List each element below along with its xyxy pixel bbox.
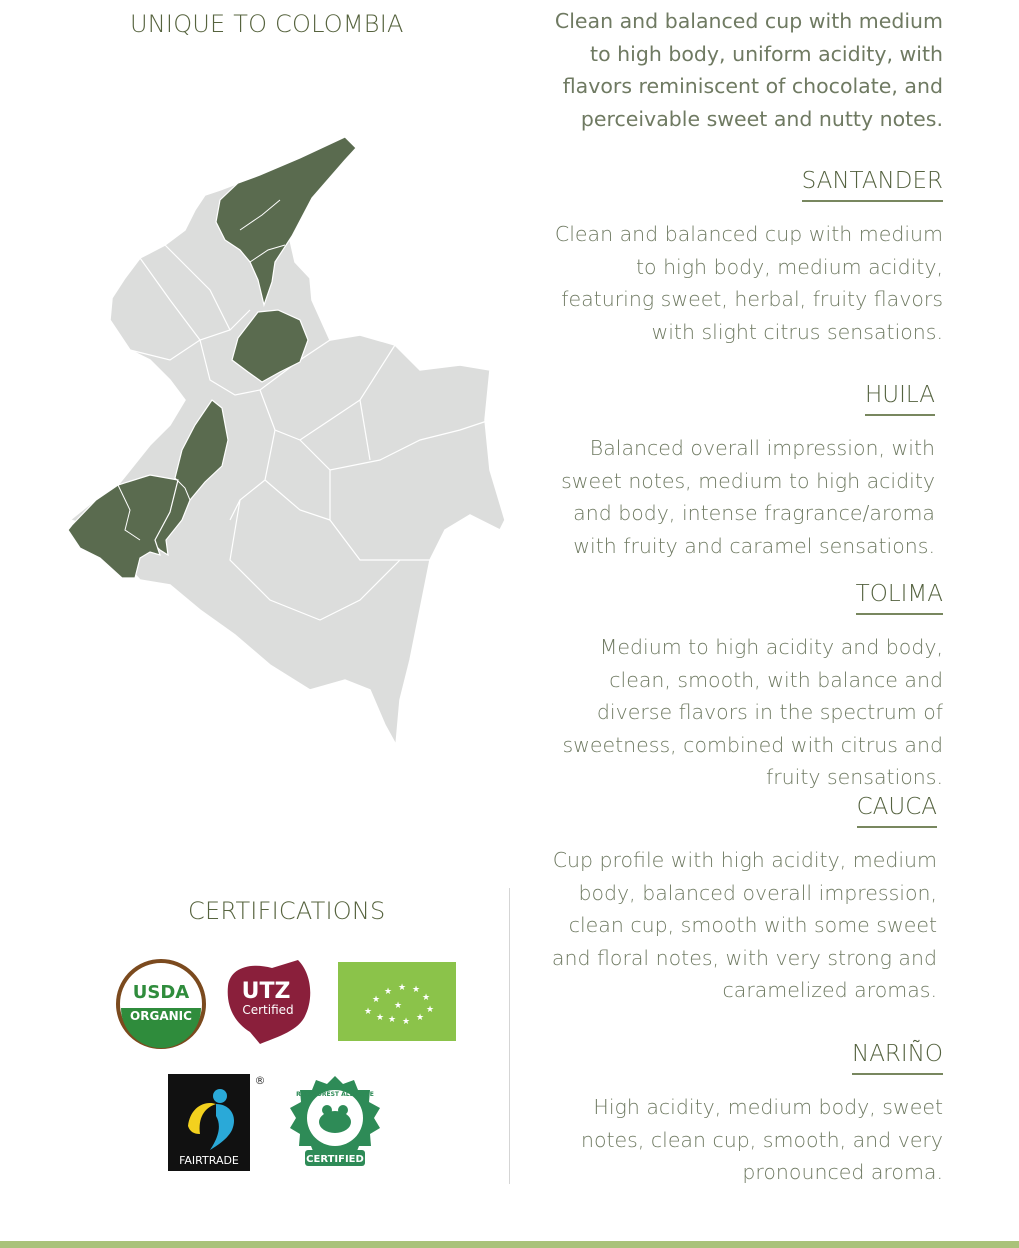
fairtrade-registered-mark: ® bbox=[254, 1074, 266, 1087]
region-huila bbox=[561, 382, 935, 562]
region-title: HUILA bbox=[865, 382, 935, 416]
utz-top-text: UTZ bbox=[241, 979, 291, 1004]
svg-text:★: ★ bbox=[363, 1007, 373, 1017]
svg-text:★: ★ bbox=[397, 983, 407, 993]
svg-text:★: ★ bbox=[393, 1001, 403, 1011]
svg-text:★: ★ bbox=[401, 1017, 411, 1027]
region-description: Medium to high acidity and body, clean, smooth, with balance and diverse flavors in the spectrum of sweetness, combined with citrus and fruity sensations. bbox=[562, 635, 943, 790]
region-description: Balanced overall impression, with sweet notes, medium to high acidity and body, intense fragrance/aroma with fruity and caramel sensations. bbox=[561, 436, 935, 558]
region-title: SANTANDER bbox=[802, 168, 943, 202]
region-description: Cup profile with high acidity, medium body, balanced overall impression, clean cup, smooth with some sweet and floral notes, with very strong and caramelized aromas. bbox=[551, 848, 937, 1003]
rainforest-alliance-logo bbox=[283, 1074, 387, 1174]
region-cauca bbox=[552, 794, 937, 1007]
colombia-map bbox=[60, 125, 530, 755]
eu-organic-leaf-logo bbox=[338, 962, 456, 1041]
region-description: High acidity, medium body, sweet notes, clean cup, smooth, and very pronounced aroma. bbox=[580, 1095, 943, 1185]
region-title: CAUCA bbox=[857, 794, 937, 828]
svg-text:★: ★ bbox=[371, 995, 381, 1005]
region-title: TOLIMA bbox=[856, 581, 943, 615]
utz-bottom-text: Certified bbox=[242, 1003, 294, 1017]
rainforest-bottom-text: CERTIFIED bbox=[306, 1154, 364, 1165]
svg-text:★: ★ bbox=[411, 985, 421, 995]
svg-text:★: ★ bbox=[415, 1013, 425, 1023]
svg-text:★: ★ bbox=[421, 993, 431, 1003]
intro-description: Clean and balanced cup with medium to high body, uniform acidity, with flavors reminiscent of chocolate, and perceivable sweet and nutty notes. bbox=[554, 9, 943, 131]
svg-text:★: ★ bbox=[387, 1015, 397, 1025]
region-tolima bbox=[562, 581, 943, 794]
region-title: NARIÑO bbox=[852, 1041, 943, 1075]
usda-organic-logo bbox=[115, 958, 207, 1050]
usda-bottom-text: ORGANIC bbox=[130, 1009, 192, 1023]
utz-certified-logo bbox=[220, 956, 316, 1048]
bottom-accent-bar bbox=[0, 1241, 1019, 1248]
region-narino bbox=[581, 1041, 943, 1189]
usda-top-text: USDA bbox=[132, 982, 190, 1003]
region-santander bbox=[555, 168, 943, 348]
region-description: Clean and balanced cup with medium to high body, medium acidity, featuring sweet, herbal, fruity flavors with slight citrus sensations. bbox=[554, 222, 943, 344]
fairtrade-label: FAIRTRADE bbox=[179, 1154, 239, 1167]
unique-heading: UNIQUE TO COLOMBIA bbox=[130, 10, 404, 38]
svg-text:★: ★ bbox=[375, 1013, 385, 1023]
fairtrade-logo bbox=[168, 1074, 268, 1172]
rainforest-ring-text: RAINFOREST ALLIANCE bbox=[296, 1091, 374, 1098]
svg-text:★: ★ bbox=[383, 987, 393, 997]
svg-text:★: ★ bbox=[425, 1005, 435, 1015]
certifications-heading: CERTIFICATIONS bbox=[188, 897, 386, 925]
column-divider bbox=[509, 888, 510, 1184]
